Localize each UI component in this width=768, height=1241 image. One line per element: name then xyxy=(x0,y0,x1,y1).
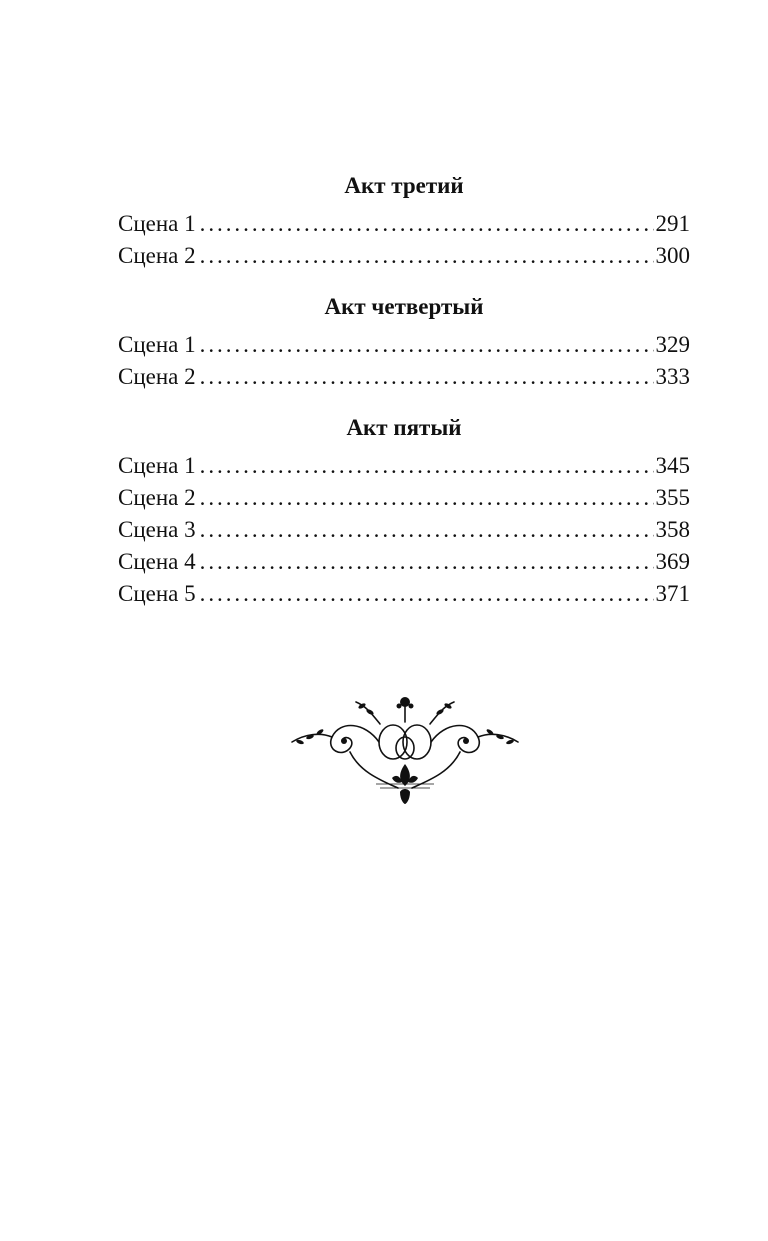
page-number: 358 xyxy=(655,517,690,542)
scene-label: Сцена 3 xyxy=(118,517,196,542)
page-number: 300 xyxy=(655,243,690,268)
leader-dots xyxy=(200,208,654,240)
scene-label: Сцена 1 xyxy=(118,332,196,357)
toc-entry[interactable] xyxy=(118,208,690,240)
toc-entry[interactable] xyxy=(118,361,690,393)
toc-entry[interactable] xyxy=(118,514,690,546)
toc-entry[interactable] xyxy=(118,240,690,272)
toc-entry[interactable] xyxy=(118,482,690,514)
leader-dots xyxy=(200,482,654,514)
leader-dots xyxy=(200,361,654,393)
scene-label: Сцена 1 xyxy=(118,211,196,236)
page-number: 371 xyxy=(655,581,690,606)
page-number: 355 xyxy=(655,485,690,510)
act-title: Акт пятый xyxy=(346,415,462,440)
act-5-section xyxy=(118,410,690,610)
leader-dots xyxy=(200,578,654,610)
toc-entry[interactable] xyxy=(118,546,690,578)
act-title: Акт третий xyxy=(344,173,464,198)
page-number: 369 xyxy=(655,549,690,574)
table-of-contents xyxy=(118,168,690,610)
leader-dots xyxy=(200,240,654,272)
act-4-section xyxy=(118,289,690,393)
act-3-section xyxy=(118,168,690,272)
scene-label: Сцена 2 xyxy=(118,364,196,389)
scene-label: Сцена 1 xyxy=(118,453,196,478)
toc-entry[interactable] xyxy=(118,329,690,361)
floral-ornament-icon xyxy=(280,692,530,810)
leader-dots xyxy=(200,514,654,546)
scene-label: Сцена 5 xyxy=(118,581,196,606)
page-number: 345 xyxy=(655,453,690,478)
page-number: 291 xyxy=(655,211,690,236)
scene-label: Сцена 2 xyxy=(118,485,196,510)
page-number: 329 xyxy=(655,332,690,357)
toc-entry[interactable] xyxy=(118,450,690,482)
scene-label: Сцена 2 xyxy=(118,243,196,268)
act-title: Акт четвертый xyxy=(324,294,484,319)
leader-dots xyxy=(200,450,654,482)
leader-dots xyxy=(200,546,654,578)
toc-entry[interactable] xyxy=(118,578,690,610)
scene-label: Сцена 4 xyxy=(118,549,196,574)
leader-dots xyxy=(200,329,654,361)
page-number: 333 xyxy=(655,364,690,389)
